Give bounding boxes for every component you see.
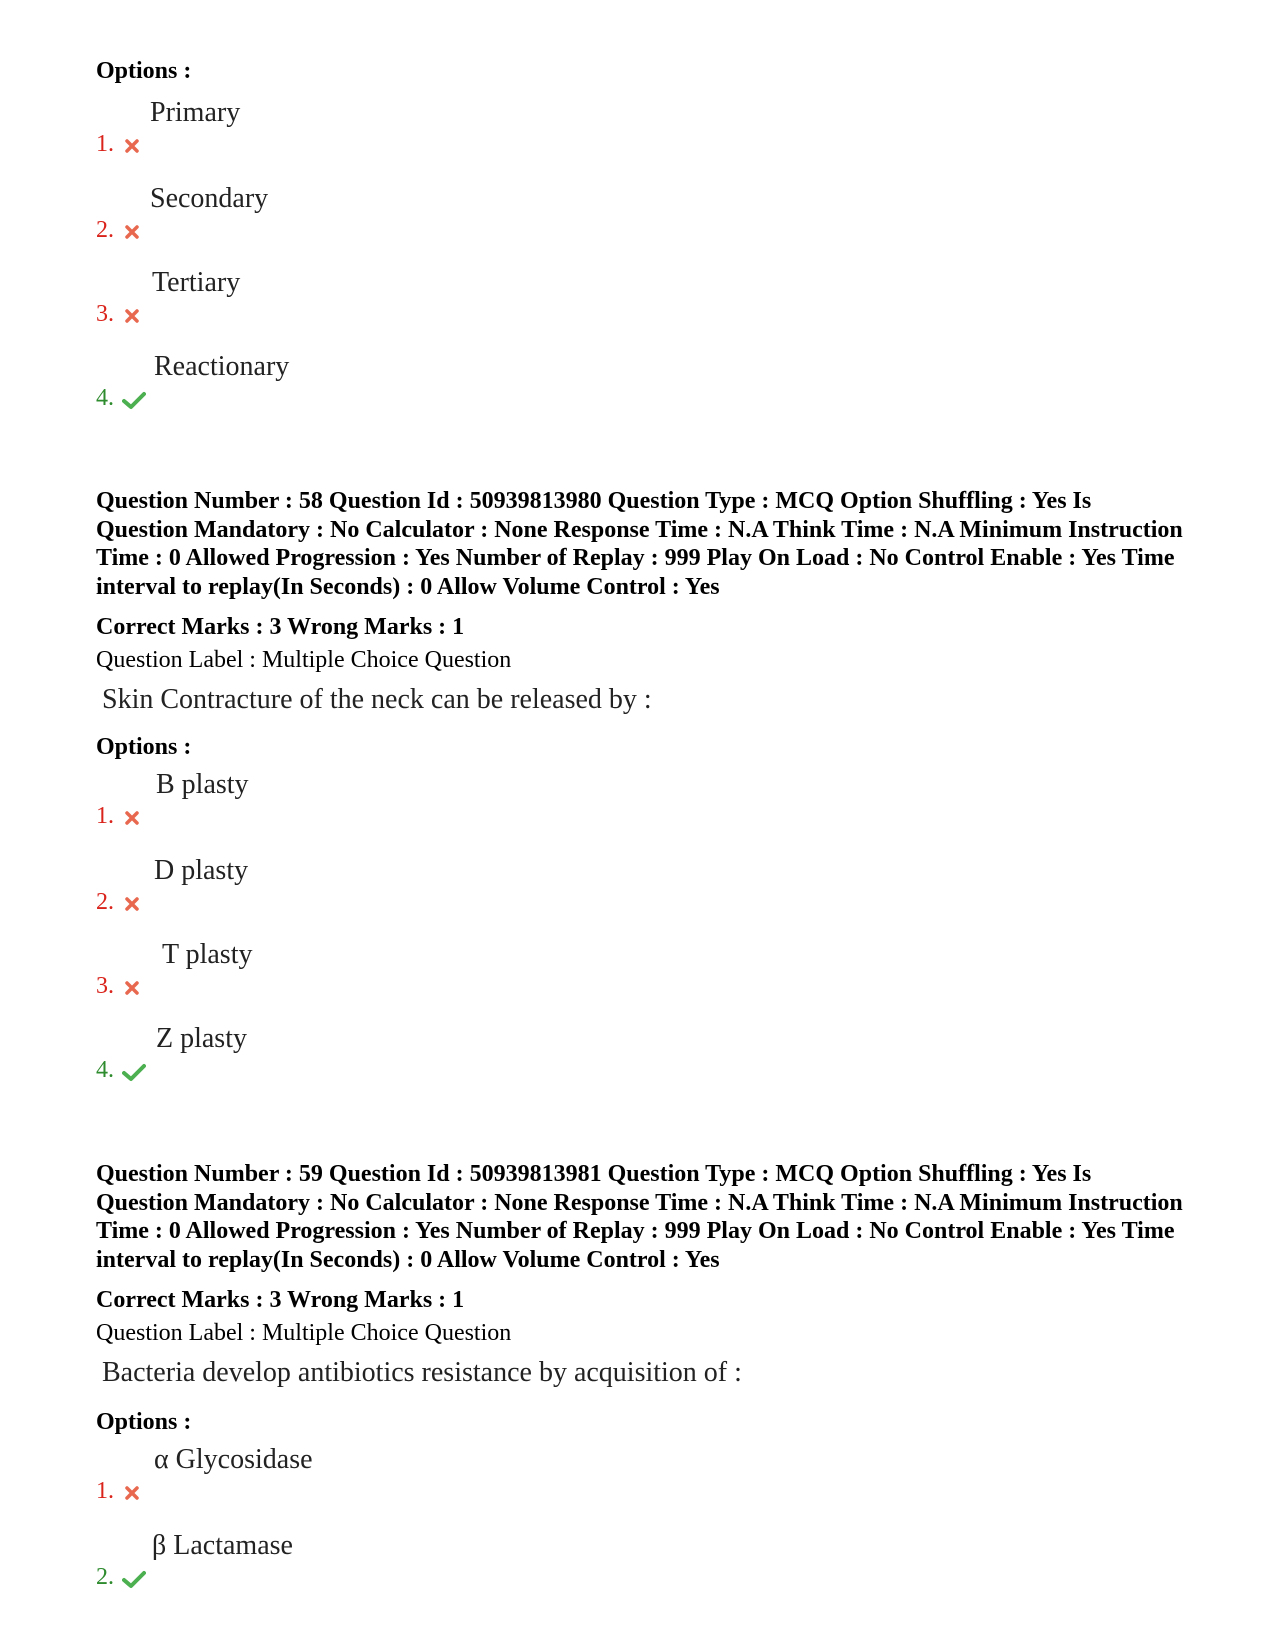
option-number: 2. — [96, 1564, 114, 1590]
option-number: 2. — [96, 217, 114, 243]
option-text: T plasty — [162, 939, 253, 970]
option-number: 3. — [96, 973, 114, 999]
option-text: α Glycosidase — [154, 1444, 313, 1475]
option-number: 3. — [96, 301, 114, 327]
question-text: Skin Contracture of the neck can be released by : — [102, 684, 652, 715]
option-number: 1. — [96, 803, 114, 829]
option-number: 4. — [96, 385, 114, 411]
option-item — [96, 266, 796, 326]
option-text: B plasty — [156, 769, 249, 800]
option-item — [96, 350, 796, 410]
option-text: Primary — [150, 97, 241, 128]
option-item — [96, 768, 796, 828]
option-number: 1. — [96, 131, 114, 157]
option-text: Tertiary — [152, 267, 241, 298]
option-item — [96, 96, 796, 156]
question-text: Bacteria develop antibiotics resistance by acquisition of : — [102, 1357, 742, 1388]
cross-mark-icon — [124, 1485, 140, 1501]
cross-mark-icon — [124, 810, 140, 826]
option-number: 1. — [96, 1478, 114, 1504]
option-text: Reactionary — [154, 351, 290, 382]
option-item — [96, 854, 796, 914]
option-item — [96, 1022, 796, 1082]
marks-line: Correct Marks : 3 Wrong Marks : 1 — [96, 614, 465, 640]
question-label: Question Label : Multiple Choice Question — [96, 647, 512, 673]
check-mark-icon — [122, 1569, 146, 1589]
option-item — [96, 182, 796, 242]
check-mark-icon — [122, 390, 146, 410]
marks-line: Correct Marks : 3 Wrong Marks : 1 — [96, 1287, 465, 1313]
cross-mark-icon — [124, 224, 140, 240]
option-number: 2. — [96, 889, 114, 915]
option-text: D plasty — [154, 855, 249, 886]
option-text: β Lactamase — [152, 1530, 293, 1561]
question-meta: Question Number : 58 Question Id : 50939813980 Question Type : MCQ Option Shuffling : Yes Is Question Mandatory : No Calculator : None Response Time : N.A Think Time : N.A Minimum Instruction Time : 0 Allowed Progression : Yes Number of Replay : 999 Play On Load : No Control Enable : Yes Time interval to replay(In Seconds) : 0 Allow Volume Control : Yes — [96, 488, 1183, 600]
option-item — [96, 1529, 796, 1589]
cross-mark-icon — [124, 980, 140, 996]
option-text: Z plasty — [156, 1023, 247, 1054]
option-item — [96, 938, 796, 998]
question-label: Question Label : Multiple Choice Question — [96, 1320, 512, 1346]
option-text: Secondary — [150, 183, 269, 214]
cross-mark-icon — [124, 308, 140, 324]
cross-mark-icon — [124, 138, 140, 154]
options-heading: Options : — [96, 1409, 192, 1435]
options-heading: Options : — [96, 58, 192, 84]
options-heading: Options : — [96, 734, 192, 760]
question-meta: Question Number : 59 Question Id : 50939813981 Question Type : MCQ Option Shuffling : Yes Is Question Mandatory : No Calculator : None Response Time : N.A Think Time : N.A Minimum Instruction Time : 0 Allowed Progression : Yes Number of Replay : 999 Play On Load : No Control Enable : Yes Time interval to replay(In Seconds) : 0 Allow Volume Control : Yes — [96, 1161, 1183, 1273]
option-item — [96, 1443, 796, 1503]
check-mark-icon — [122, 1062, 146, 1082]
cross-mark-icon — [124, 896, 140, 912]
option-number: 4. — [96, 1057, 114, 1083]
